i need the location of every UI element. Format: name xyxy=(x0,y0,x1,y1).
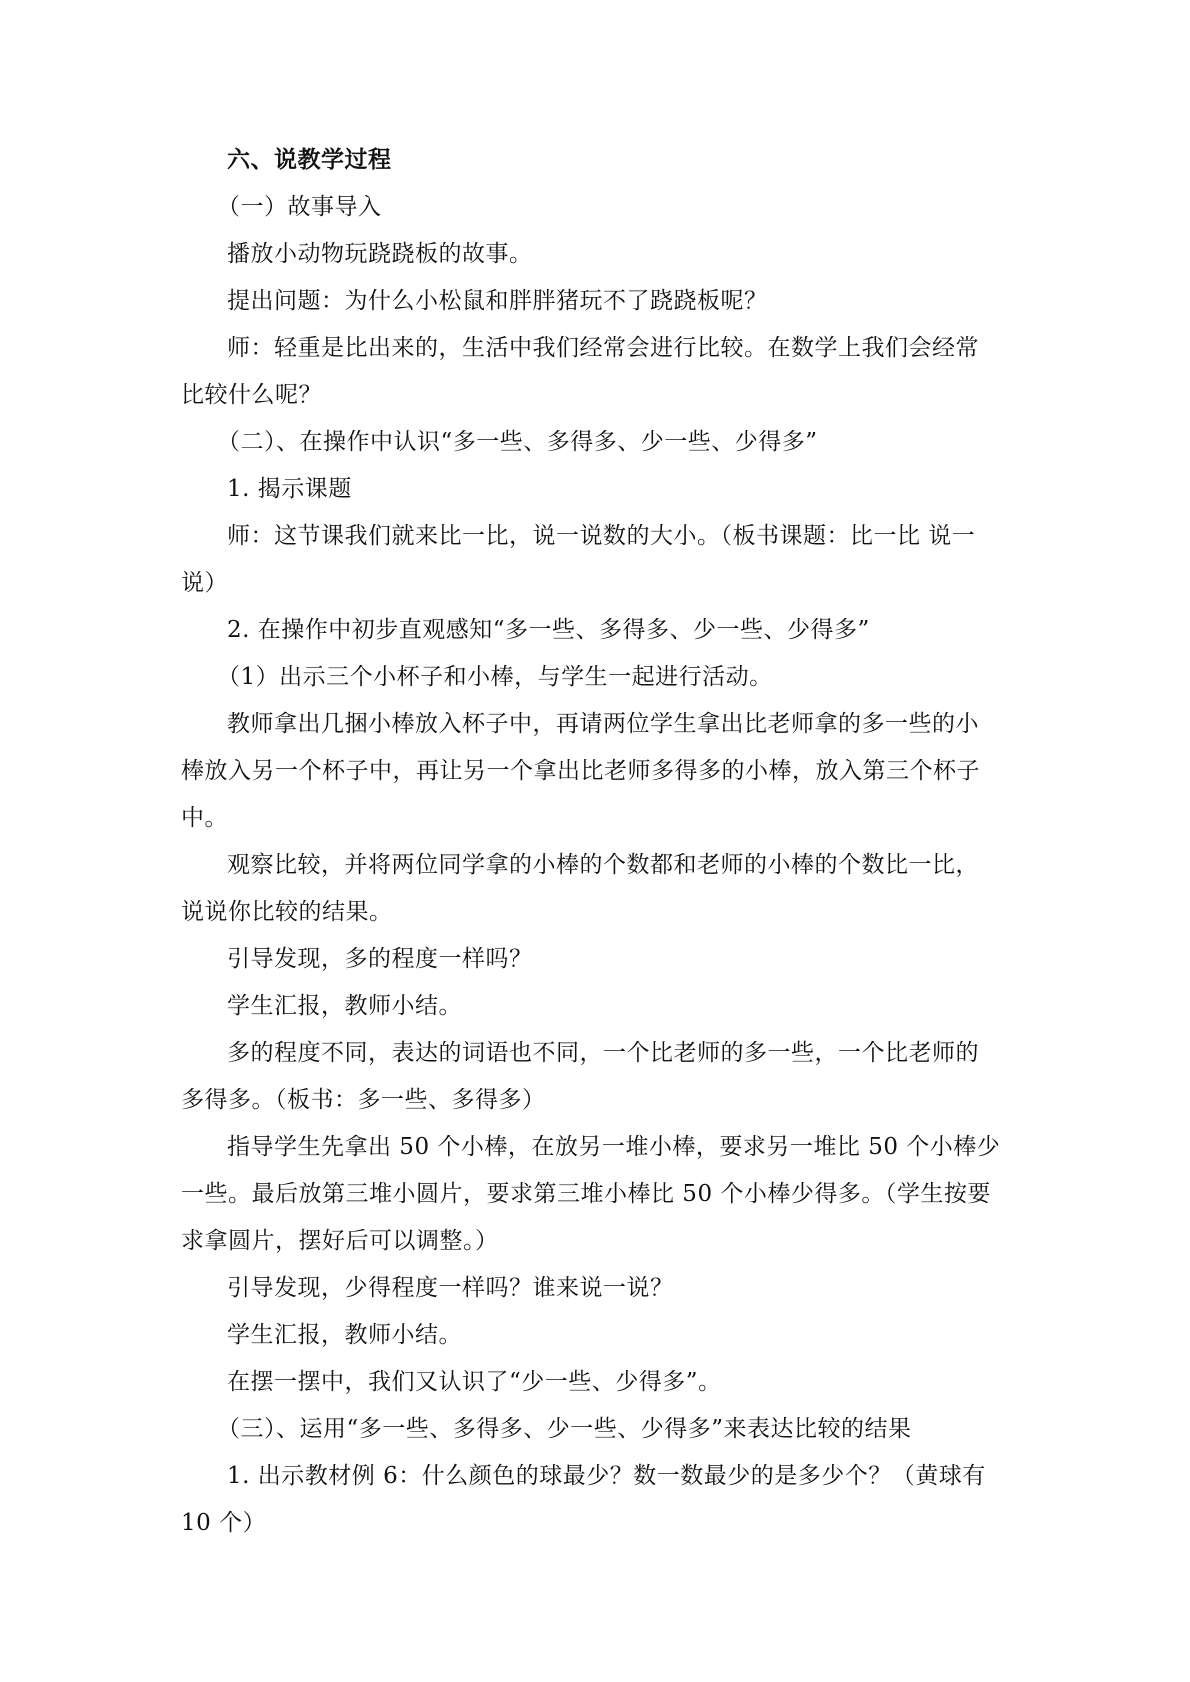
paragraph-line: 播放小动物玩跷跷板的故事。 xyxy=(227,241,533,267)
paragraph-line: （1）出示三个小杯子和小棒，与学生一起进行活动。 xyxy=(217,664,773,690)
paragraph-line: 指导学生先拿出 50 个小棒，在放另一堆小棒，要求另一堆比 50 个小棒少 xyxy=(227,1134,1001,1160)
paragraph-line: 10 个） xyxy=(181,1510,267,1536)
paragraph-line: 在摆一摆中，我们又认识了“少一些、少得多”。 xyxy=(227,1369,722,1395)
subsection-heading: （一）故事导入 xyxy=(217,194,382,220)
subsection-heading: （二）、在操作中认识“多一些、多得多、少一些、少得多” xyxy=(217,429,818,455)
paragraph-line: 教师拿出几捆小棒放入杯子中，再请两位学生拿出比老师拿的多一些的小 xyxy=(227,711,979,737)
paragraph-line: 一些。最后放第三堆小圆片，要求第三堆小棒比 50 个小棒少得多。（学生按要 xyxy=(181,1181,991,1207)
paragraph-line: 说） xyxy=(181,570,228,596)
document-body xyxy=(181,137,1017,1547)
paragraph-line: 说说你比较的结果。 xyxy=(181,899,393,925)
paragraph-line: 引导发现，多的程度一样吗？ xyxy=(227,946,533,972)
paragraph-line: 引导发现，少得程度一样吗？谁来说一说？ xyxy=(227,1275,674,1301)
paragraph-line: 棒放入另一个杯子中，再让另一个拿出比老师多得多的小棒，放入第三个杯子 xyxy=(181,758,980,784)
paragraph-line: 师：这节课我们就来比一比，说一说数的大小。（板书课题：比一比 说一 xyxy=(227,523,976,549)
subsection-heading: （三）、运用“多一些、多得多、少一些、少得多”来表达比较的结果 xyxy=(217,1416,912,1442)
paragraph-line: 观察比较，并将两位同学拿的小棒的个数都和老师的小棒的个数比一比， xyxy=(227,852,979,878)
paragraph-line: 多的程度不同，表达的词语也不同，一个比老师的多一些，一个比老师的 xyxy=(227,1040,979,1066)
paragraph-line: 学生汇报，教师小结。 xyxy=(227,993,462,1019)
paragraph-line: 1. 出示教材例 6：什么颜色的球最少？数一数最少的是多少个？（黄球有 xyxy=(227,1463,986,1489)
section-heading: 六、说教学过程 xyxy=(227,147,392,173)
paragraph-line: 中。 xyxy=(181,805,228,831)
paragraph-line: 师：轻重是比出来的，生活中我们经常会进行比较。在数学上我们会经常 xyxy=(227,335,979,361)
paragraph-line: 提出问题：为什么小松鼠和胖胖猪玩不了跷跷板呢？ xyxy=(227,288,768,314)
paragraph-line: 1. 揭示课题 xyxy=(227,476,352,502)
paragraph-line: 2. 在操作中初步直观感知“多一些、多得多、少一些、少得多” xyxy=(227,617,870,643)
paragraph-line: 求拿圆片，摆好后可以调整。） xyxy=(181,1228,499,1254)
paragraph-line: 学生汇报，教师小结。 xyxy=(227,1322,462,1348)
paragraph-line: 多得多。（板书：多一些、多得多） xyxy=(181,1087,546,1113)
paragraph-line: 比较什么呢？ xyxy=(181,382,322,408)
